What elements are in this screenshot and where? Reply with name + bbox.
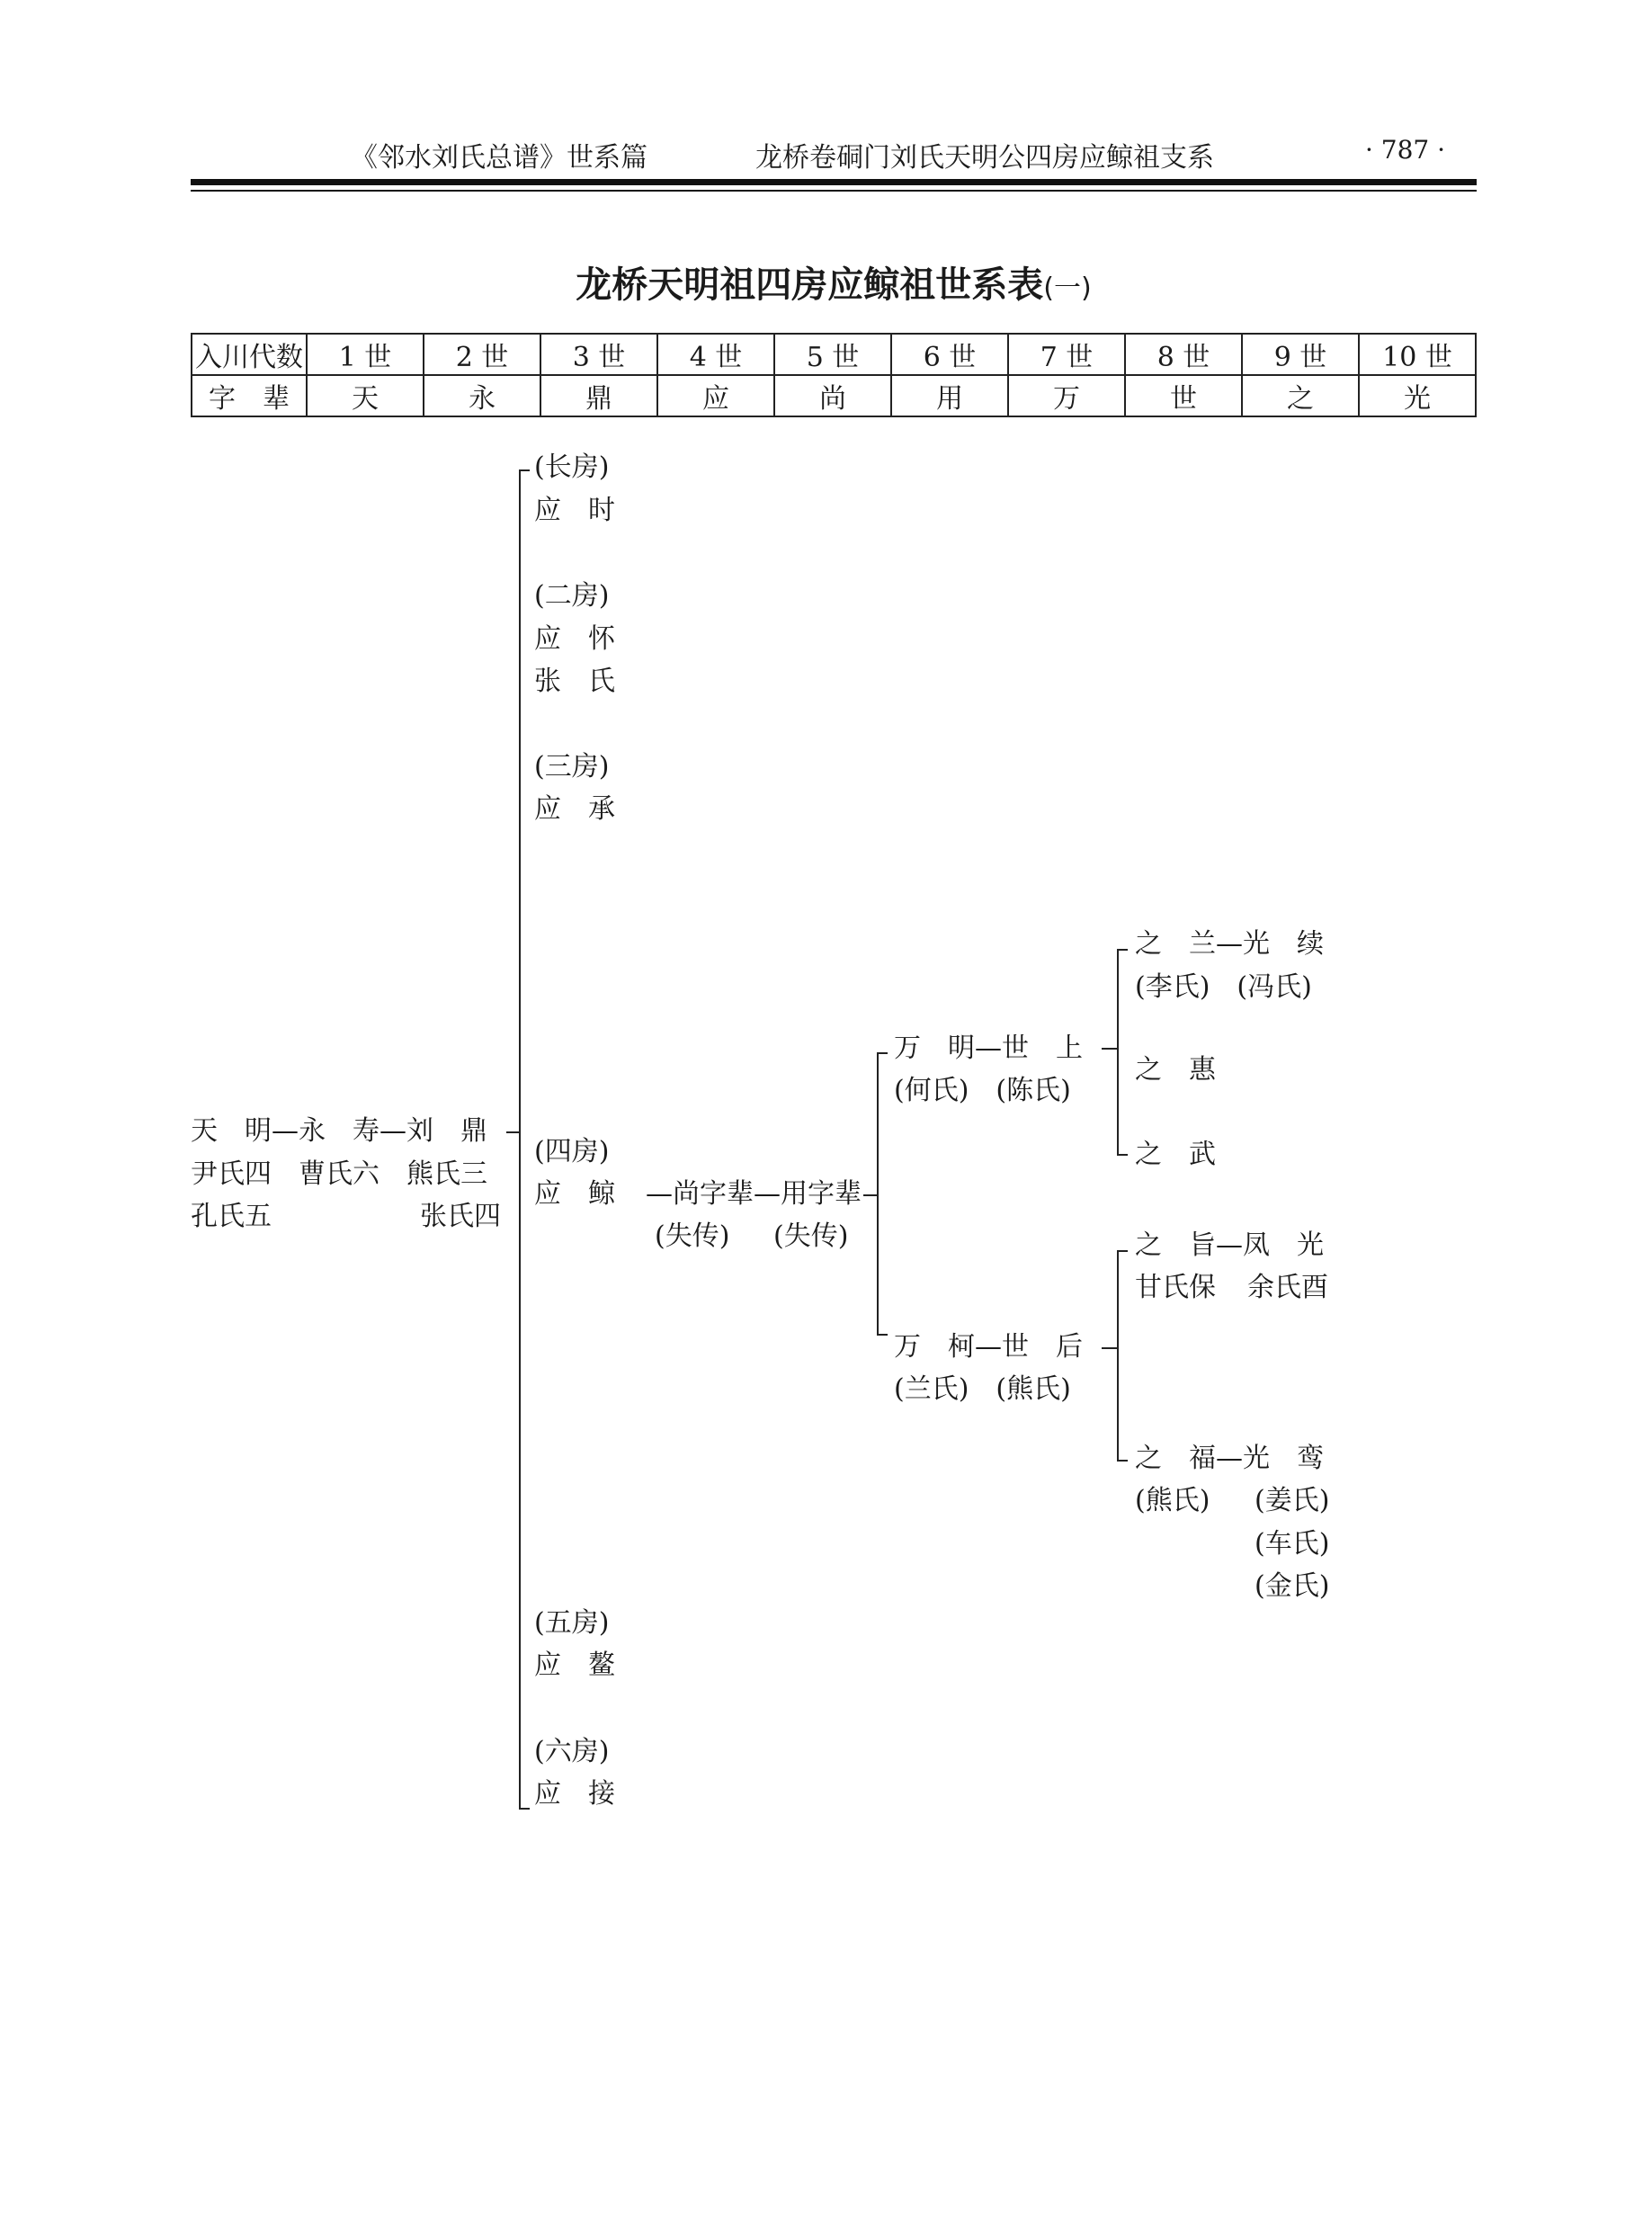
connector-root	[506, 1131, 519, 1133]
generation-cell: 8 世	[1125, 334, 1242, 375]
house-label: (长房)	[534, 451, 610, 483]
title-main: 龙桥天明祖四房应鲸祖世系表	[576, 264, 1044, 306]
generation-cell: 7 世	[1008, 334, 1125, 375]
character-cell: 光	[1359, 375, 1476, 416]
character-cell: 天	[307, 375, 424, 416]
wives-wanke: (兰氏) (熊氏)	[894, 1373, 1071, 1405]
tick-house-6	[519, 1808, 530, 1810]
wife-guangluan: (金氏)	[1255, 1570, 1330, 1602]
page-title	[191, 256, 1477, 308]
wife-guangluan: (姜氏)	[1255, 1485, 1330, 1516]
page-number: · 787 ·	[1365, 135, 1446, 165]
wives-wanming: (何氏) (陈氏)	[894, 1075, 1071, 1106]
root-line: 天 明—永 寿—刘 鼎	[191, 1115, 487, 1147]
house-label: (四房)	[534, 1136, 610, 1167]
tick-house-1	[519, 469, 530, 471]
character-cell: 万	[1008, 375, 1125, 416]
wife-guangluan: (车氏)	[1255, 1528, 1330, 1560]
connector-yong	[863, 1194, 877, 1196]
house-label: (六房)	[534, 1736, 610, 1767]
generation-cell: 6 世	[891, 334, 1008, 375]
connector-shishang	[1102, 1048, 1117, 1050]
root-wife-kong: 孔氏五	[191, 1201, 272, 1232]
generation-cell: 5 世	[774, 334, 891, 375]
generation-cell: 9 世	[1242, 334, 1359, 375]
house-member: 应 怀	[534, 623, 615, 655]
house-member-wife: 张 氏	[534, 666, 615, 697]
house-label: (二房)	[534, 580, 610, 612]
house-member: 应 接	[534, 1778, 615, 1810]
character-row	[192, 375, 1476, 416]
fourth-house-chain: —尚字辈—用字辈	[646, 1178, 862, 1210]
house-member: 应 鲸	[534, 1178, 615, 1210]
member-wanming: 万 明—世 上	[894, 1033, 1083, 1064]
member-zhizhi: 之 旨—凤 光	[1135, 1229, 1324, 1261]
tick-zhizhi	[1117, 1250, 1128, 1252]
character-cell: 鼎	[540, 375, 657, 416]
connector-shihou	[1102, 1347, 1117, 1349]
bracket-houses	[519, 469, 521, 1810]
member-zhiwu: 之 武	[1135, 1139, 1216, 1170]
generation-cell: 1 世	[307, 334, 424, 375]
root-wives-2	[191, 1201, 514, 1233]
generation-cell: 2 世	[424, 334, 540, 375]
generation-cell: 3 世	[540, 334, 657, 375]
row-label: 字 辈	[192, 375, 307, 416]
character-cell: 永	[424, 375, 540, 416]
character-cell: 之	[1242, 375, 1359, 416]
title-sub: (一)	[1043, 273, 1092, 304]
character-cell: 世	[1125, 375, 1242, 416]
tick-zhilan	[1117, 949, 1128, 951]
bracket-shishang	[1117, 949, 1119, 1156]
character-cell: 尚	[774, 375, 891, 416]
tick-wan-bottom	[877, 1334, 888, 1336]
generation-row	[192, 334, 1476, 375]
wife-yu: 余氏酉	[1247, 1272, 1328, 1303]
root-wives: 尹氏四 曹氏六 熊氏三	[191, 1158, 487, 1190]
wives-zhilan: (李氏) (冯氏)	[1135, 971, 1312, 1003]
member-zhifu: 之 福—光 鸾	[1135, 1443, 1324, 1474]
character-cell: 应	[657, 375, 774, 416]
book-title-header: 《邻水刘氏总谱》世系篇	[351, 142, 647, 174]
character-cell: 用	[891, 375, 1008, 416]
house-label: (五房)	[534, 1607, 610, 1639]
lost-lineage: (失传)	[655, 1220, 730, 1252]
tick-zhifu	[1117, 1460, 1128, 1462]
generation-cell: 4 世	[657, 334, 774, 375]
member-wanke: 万 柯—世 后	[894, 1331, 1083, 1363]
generation-cell: 10 世	[1359, 334, 1476, 375]
section-header: 龙桥卷硐门刘氏天明公四房应鲸祖支系	[755, 142, 1214, 174]
wives-zhizhi	[1135, 1272, 1369, 1304]
house-label: (三房)	[534, 751, 610, 782]
wife-gan: 甘氏保	[1135, 1272, 1216, 1303]
member-zhilan: 之 兰—光 续	[1135, 928, 1324, 960]
generation-table	[191, 333, 1477, 417]
tick-wan-top	[877, 1052, 888, 1054]
house-member: 应 承	[534, 793, 615, 825]
root-wife-zhang: 张氏四	[420, 1201, 501, 1232]
bracket-wan	[877, 1052, 879, 1336]
tick-zhiwu	[1117, 1154, 1128, 1156]
house-member: 应 时	[534, 495, 615, 526]
wife-zhifu: (熊氏)	[1135, 1485, 1210, 1516]
header-rule-thick	[191, 179, 1477, 185]
row-label: 入川代数	[192, 334, 307, 375]
lost-lineage: (失传)	[773, 1220, 849, 1252]
house-member: 应 鳌	[534, 1649, 615, 1681]
member-zhihui: 之 惠	[1135, 1054, 1216, 1086]
header-rule-thin	[191, 190, 1477, 192]
bracket-shihou	[1117, 1250, 1119, 1462]
